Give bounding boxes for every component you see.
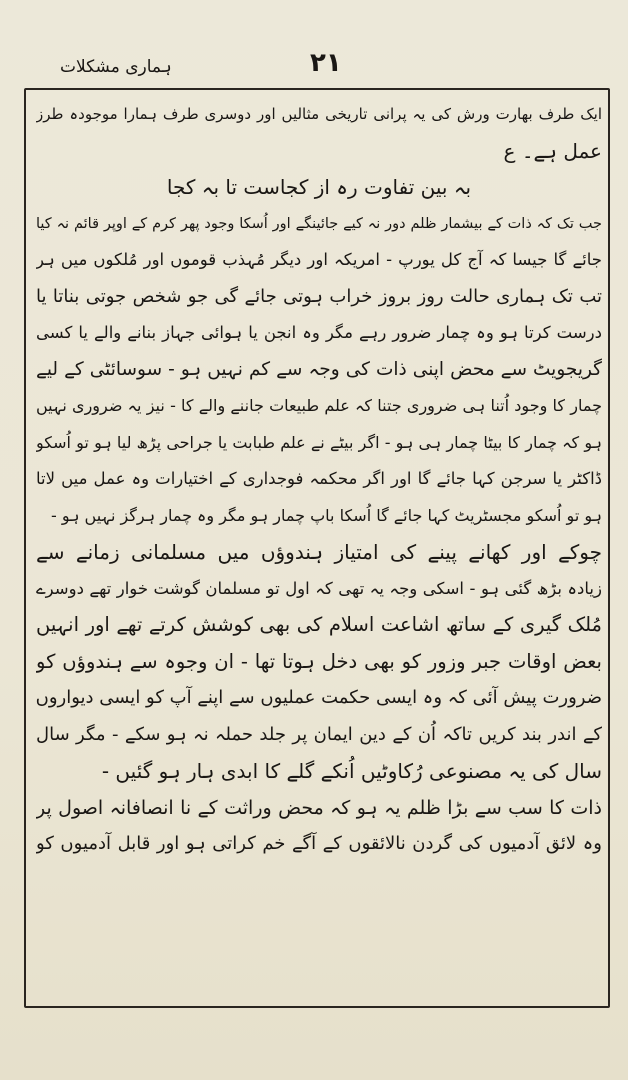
text-line: عمل ہے۔ ع [503, 138, 602, 163]
body-text [36, 96, 602, 863]
text-line: ذات کا سب سے بڑا ظلم یہ ہو کہ محض وراثت کے نا انصافانہ اصول پر [36, 796, 602, 819]
verse-line: بہ بین تفاوت رہ از کجاست تا بہ کجا [166, 175, 472, 199]
page-number: ۲۱ [310, 48, 342, 78]
text-line: ڈاکٹر یا سرجن کہا جائے گا اور اگر محکمہ فوجداری کے اختیارات وہ عمل میں لاتا [36, 469, 602, 488]
text-line: کے اندر بند کریں تاکہ اُن کے دین ایمان پر جلد حملہ نہ ہو سکے - مگر سال [36, 723, 602, 745]
text-line: بعض اوقات جبر وزور کو بھی دخل ہوتا تھا - ان وجوہ سے ہندوؤں کو [36, 649, 602, 673]
text-line: چوکے اور کھانے پینے کی امتیاز ہندوؤں میں مسلمانی زمانے سے [36, 540, 602, 564]
text-line: جب تک کہ ذات کے بیشمار ظلم دور نہ کیے جائینگے اور اُسکا وجود پھر کرم کے اوپر قائم نہ کیا [36, 215, 602, 232]
text-line: گریجویٹ سے محض اپنی ذات کی وجہ سے کم نہیں ہو - سوسائٹی کے لیے [36, 358, 602, 380]
text-line: سال کی یہ مصنوعی رُکاوٹیں اُنکے گلے کا ابدی ہار ہو گئیں - [101, 759, 602, 783]
text-line: ہو کہ چمار کا بیٹا چمار ہی ہو - اگر بیٹے نے علم طبابت یا جراحی پڑھ لیا ہو تو اُسکو [36, 432, 602, 452]
page-header [20, 8, 608, 78]
text-line: زیادہ بڑھ گئی ہو - اسکی وجہ یہ تھی کہ اول تو مسلمان گوشت خوار تھے دوسرے [36, 578, 602, 598]
text-line: ایک طرف بھارت ورش کی یہ پرانی تاریخی مثالیں اور دوسری طرف ہمارا موجودہ طرز [36, 105, 602, 123]
running-title: ہماری مشکلات [60, 57, 172, 77]
text-line: ضرورت پیش آئی کہ وہ ایسی حکمت عملیوں سے اپنے آپ کو ایسی دیواروں [36, 687, 602, 708]
text-line: چمار کا وجود اُتنا ہی ضروری جتنا کہ علم طبیعات جاننے والے کا - نیز یہ ضروری نہیں [36, 396, 602, 415]
text-line: تب تک ہماری حالت روز بروز خراب ہوتی جائے گی جو شخص جوتی بناتا یا [36, 285, 602, 307]
text-line: مُلک گیری کے ساتھ اشاعت اسلام کی بھی کوشش کرتے تھے اور انہیں [36, 613, 602, 636]
text-line: درست کرتا ہو وہ چمار ضرور رہے مگر وہ انجن یا ہوائی جہاز بنانے والے یا کسی [36, 323, 602, 342]
text-line: جائے گا جیسا کہ آج کل یورپ - امریکہ اور دیگر مُہذب قوموں اور مُلکوں میں ہر [36, 250, 602, 269]
text-line: ہو تو اُسکو مجسٹریٹ کہا جائے گا اُسکا باپ چمار ہو مگر وہ چمار ہرگز نہیں ہو - [50, 505, 602, 525]
text-line: وہ لائق آدمیوں کی گردن نالائقوں کے آگے خم کراتی ہو اور قابل آدمیوں کو [36, 833, 602, 854]
